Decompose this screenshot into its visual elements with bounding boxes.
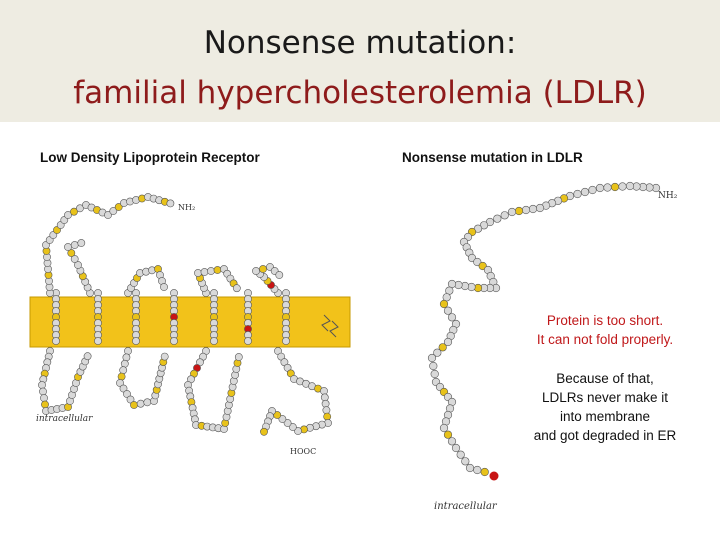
residue-bead (124, 347, 131, 354)
residue-bead (596, 184, 604, 192)
residue-bead (444, 431, 452, 439)
note-line: into membrane (559, 409, 651, 424)
residue-bead (619, 183, 627, 191)
residue-bead (626, 182, 634, 190)
residue-bead (581, 188, 589, 196)
residue-bead (64, 243, 71, 250)
residue-bead (233, 285, 240, 292)
right-n-terminus-label: NH₂ (658, 191, 678, 201)
note-line: LDLRs never make it (541, 390, 669, 405)
residue-bead (52, 337, 59, 344)
residue-bead (452, 444, 460, 452)
residue-bead (466, 464, 474, 472)
truncation-stop-residue (490, 472, 499, 481)
residue-bead (501, 212, 509, 220)
residue-bead (515, 207, 523, 215)
residue-bead (244, 337, 251, 344)
residue-bead (282, 337, 289, 344)
c-terminus-label: HOOC (290, 447, 317, 456)
residue-bead (194, 269, 201, 276)
left-n-terminus-label: NH₂ (178, 203, 196, 212)
residue-bead (574, 190, 582, 198)
note-line: Because of that, (556, 371, 654, 386)
residue-bead (132, 337, 139, 344)
residue-bead (428, 354, 436, 362)
residue-bead (118, 373, 125, 380)
residue-bead (94, 337, 101, 344)
residue-bead (440, 300, 448, 308)
residue-bead (320, 387, 327, 394)
residue-bead (160, 283, 167, 290)
note-line: Protein is too short. (546, 313, 664, 328)
residue-bead (214, 266, 221, 273)
residue-bead (130, 401, 137, 408)
residue-bead (167, 200, 174, 207)
residue-bead (440, 424, 448, 432)
note-line: and got degraded in ER (533, 428, 677, 443)
residue-bead (474, 466, 482, 474)
residue-bead (123, 354, 130, 361)
residue-bead (38, 381, 45, 388)
residue-bead (161, 353, 168, 360)
residue-bead (260, 428, 267, 435)
residue-bead (604, 184, 612, 192)
residue-bead (457, 451, 465, 459)
residue-bead (252, 267, 259, 274)
residue-bead (144, 399, 151, 406)
residue-bead (259, 265, 266, 272)
residue-bead (324, 413, 331, 420)
residue-bead (536, 204, 544, 212)
residue-bead (494, 215, 502, 223)
residue-bead (78, 239, 85, 246)
residue-bead (448, 314, 456, 322)
residue-bead (481, 468, 489, 476)
slide-title: Nonsense mutation: (203, 25, 517, 61)
residue-bead (84, 353, 91, 360)
residue-bead (448, 438, 456, 446)
residue-bead (41, 401, 48, 408)
residue-bead (589, 186, 597, 194)
residue-bead (444, 307, 452, 315)
residue-bead (276, 271, 283, 278)
right-panel-caption: Nonsense mutation in LDLR (402, 150, 583, 165)
residue-bead (430, 362, 438, 370)
residue-bead (522, 206, 530, 214)
residue-bead (323, 407, 330, 414)
residue-bead (40, 394, 47, 401)
residue-bead (71, 241, 78, 248)
ldlr-membrane-diagram (28, 175, 363, 475)
residue-bead (508, 208, 516, 216)
residue-bead (321, 394, 328, 401)
residue-bead (431, 370, 439, 378)
residue-bead (210, 337, 217, 344)
residue-bead (120, 367, 127, 374)
left-panel-caption: Low Density Lipoprotein Receptor (40, 150, 260, 165)
residue-bead (207, 267, 214, 274)
residue-bead (121, 360, 128, 367)
residue-bead (322, 400, 329, 407)
note-line: It can not fold properly. (536, 332, 674, 347)
membrane-band (30, 297, 350, 347)
degradation-note (505, 369, 705, 445)
left-intracellular-label: intracellular (36, 414, 93, 424)
residue-bead (235, 353, 242, 360)
residue-bead (201, 268, 208, 275)
residue-bead (137, 400, 144, 407)
residue-bead (529, 205, 537, 213)
residue-bead (39, 388, 46, 395)
slide-subtitle: familial hypercholesterolemia (LDLR) (73, 75, 647, 111)
misfold-note (505, 311, 705, 349)
right-intracellular-label: intracellular (434, 501, 497, 512)
residue-bead (611, 183, 619, 191)
residue-bead (170, 337, 177, 344)
residue-bead (462, 458, 470, 466)
